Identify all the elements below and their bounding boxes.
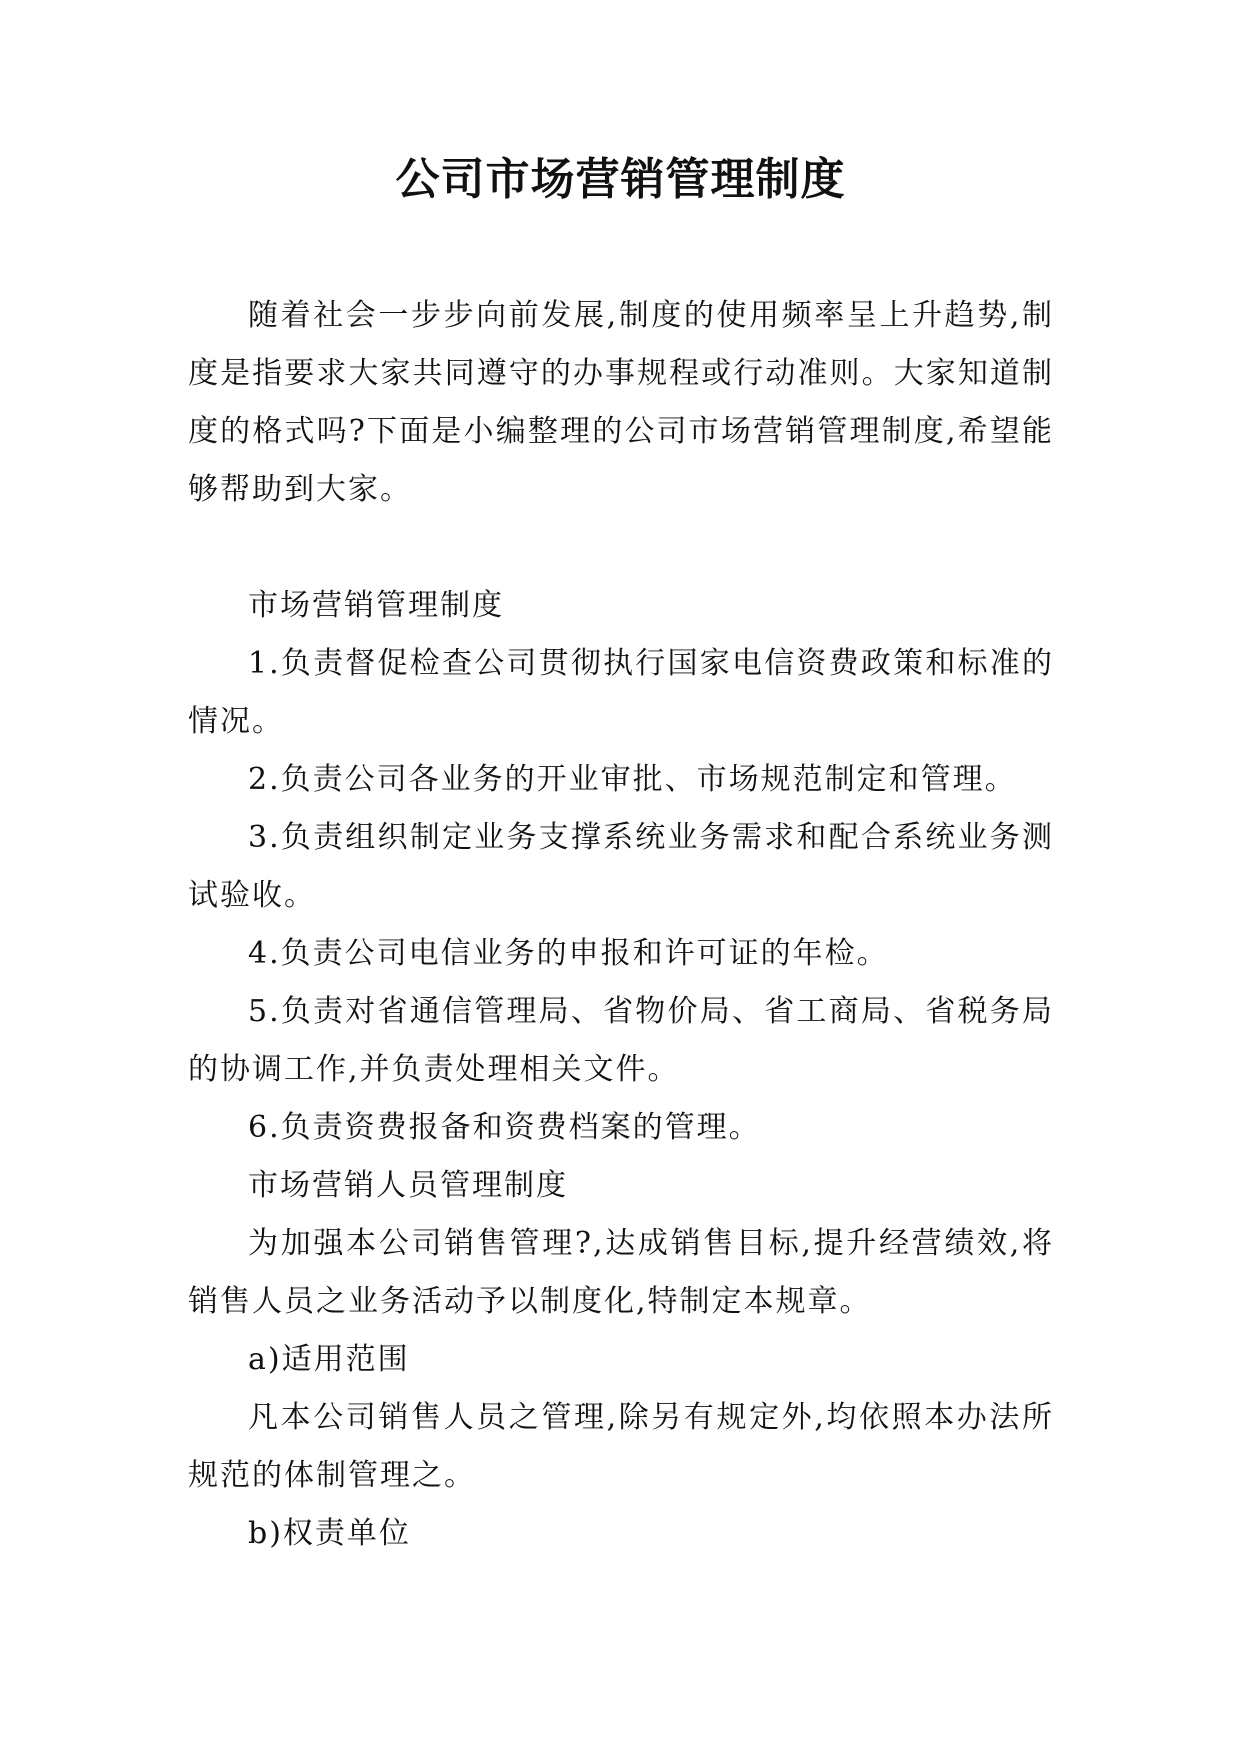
body-paragraph: 为加强本公司销售管理?,达成销售目标,提升经营绩效,将销售人员之业务活动予以制度化,特制定本规章。 — [188, 1226, 1054, 1319]
document-body — [188, 287, 1054, 1563]
list-item: 5.负责对省通信管理局、省物价局、省工商局、省税务局的协调工作,并负责处理相关文件。 — [188, 994, 1054, 1087]
intro-paragraph: 随着社会一步步向前发展,制度的使用频率呈上升趋势,制度是指要求大家共同遵守的办事规程或行动准则。大家知道制度的格式吗?下面是小编整理的公司市场营销管理制度,希望能够帮助到大家。 — [188, 298, 1054, 507]
list-item: 6.负责资费报备和资费档案的管理。 — [248, 1110, 761, 1145]
document-title: 公司市场营销管理制度 — [395, 154, 846, 205]
section-heading: 市场营销人员管理制度 — [248, 1168, 568, 1203]
body-paragraph: 凡本公司销售人员之管理,除另有规定外,均依照本办法所规范的体制管理之。 — [188, 1400, 1054, 1493]
list-item: 3.负责组织制定业务支撑系统业务需求和配合系统业务测试验收。 — [188, 820, 1054, 913]
list-item: 4.负责公司电信业务的申报和许可证的年检。 — [248, 936, 889, 971]
subsection-heading: a)适用范围 — [248, 1342, 410, 1377]
subsection-heading: b)权责单位 — [248, 1516, 411, 1551]
list-item: 2.负责公司各业务的开业审批、市场规范制定和管理。 — [248, 762, 1017, 797]
section-heading: 市场营销管理制度 — [248, 588, 504, 623]
list-item: 1.负责督促检查公司贯彻执行国家电信资费政策和标准的情况。 — [188, 646, 1054, 739]
